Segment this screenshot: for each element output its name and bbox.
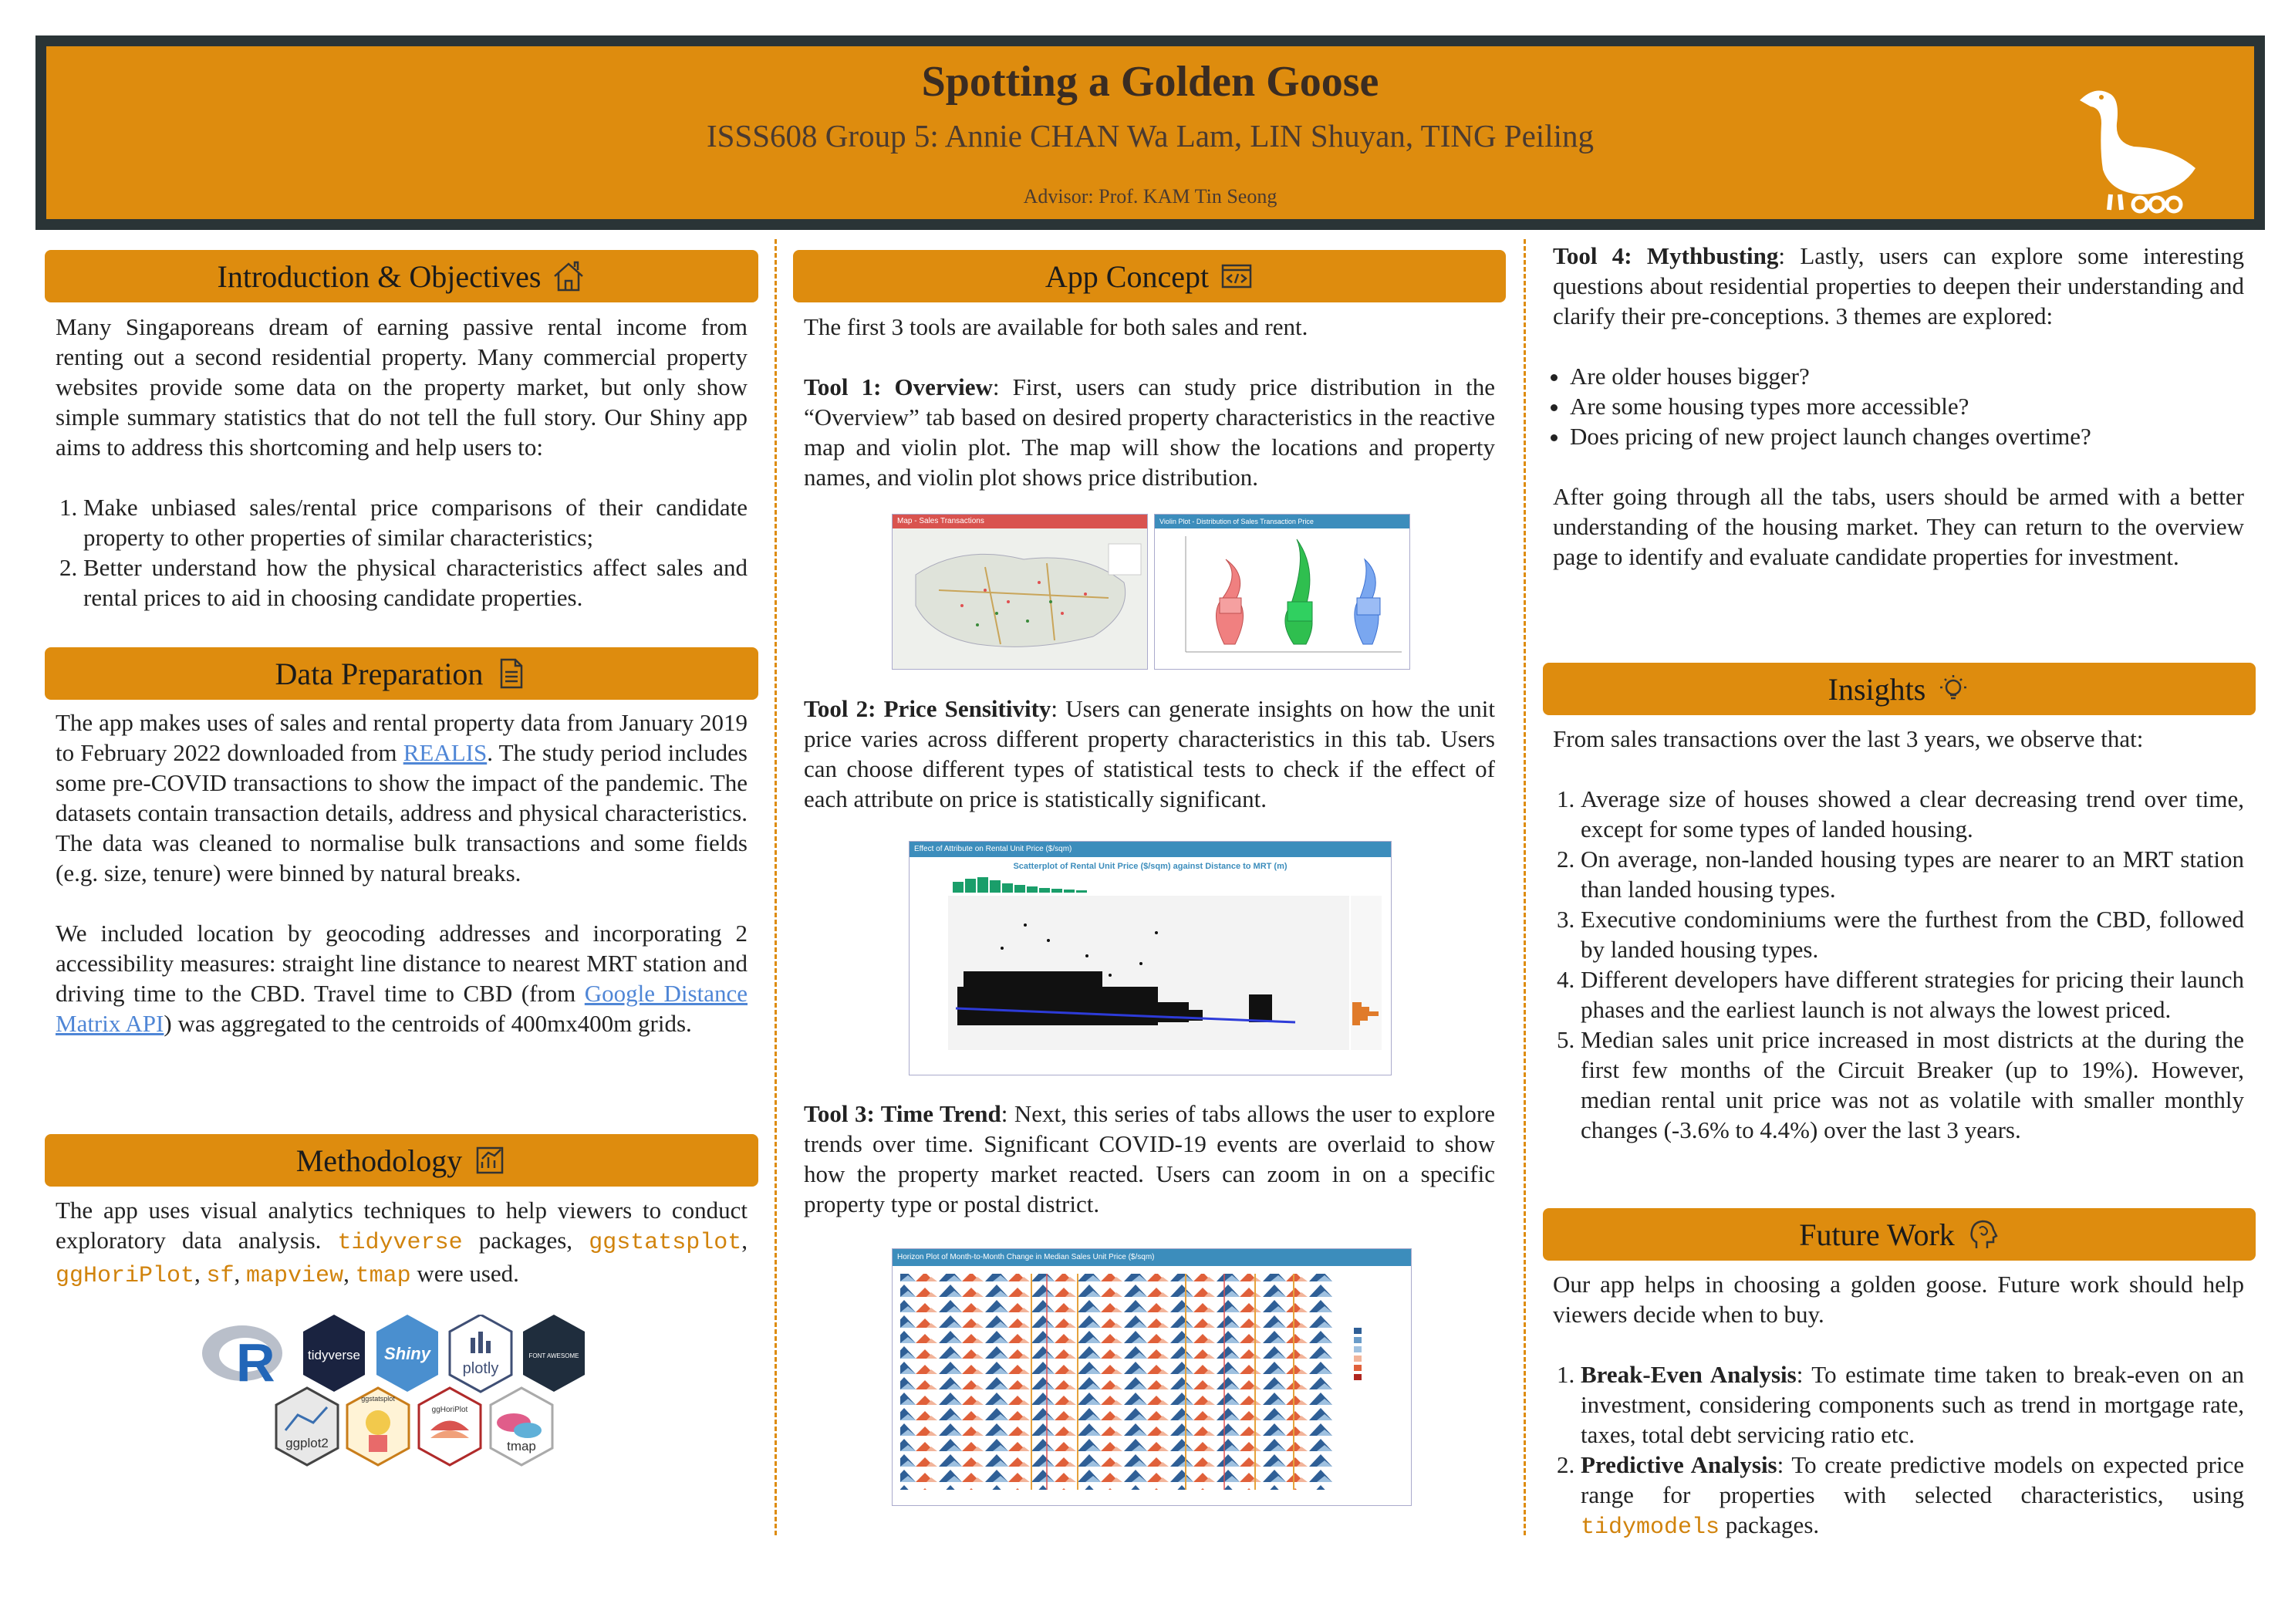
tool1-title: Tool 1: Overview: [804, 373, 993, 400]
list-item: 1. Average size of houses showed a clear decreasing trend over time, except for some types of landed housing.: [1581, 784, 2244, 844]
logo-label: ggstatsplot: [361, 1395, 395, 1403]
app-concept-header: [793, 250, 1506, 302]
text-span: ,: [741, 1227, 748, 1254]
list-item: 4. Different developers have different strategies for pricing their launch phases and the earliest launch is not always the lowest priced.: [1581, 964, 2244, 1025]
house-icon: [552, 259, 586, 293]
methodology-paragraph: [56, 1195, 748, 1291]
poster-authors: ISSS608 Group 5: Annie CHAN Wa Lam, LIN Shuyan, TING Peiling: [707, 118, 1594, 154]
insights-text: [1553, 724, 2244, 1145]
tool4-paragraph: [1553, 241, 2244, 331]
list-item: 3. Executive condominiums were the furthest from the CBD, followed by landed housing types.: [1581, 904, 2244, 964]
scatter-figure: [909, 841, 1392, 1075]
logo-label: ggplot2: [285, 1436, 329, 1450]
app-concept-text-2: [804, 694, 1495, 814]
text-span: : First, users can study price distribution in the “Overview” tab based on desired property characteristics in the reactive map and violin plot. The map will show the locations and property names, and violin plot shows price distribution.: [804, 373, 1495, 491]
insights-heading: Insights: [1828, 671, 1926, 707]
intro-heading: Introduction & Objectives: [217, 258, 542, 294]
insights-intro: From sales transactions over the last 3 years, we observe that:: [1553, 725, 2144, 752]
r-logo: [202, 1325, 282, 1393]
tool4-closing: After going through all the tabs, users should be armed with a better understanding of the housing market. They can return to the overview page to identify and evaluate candidate properties for investment.: [1553, 483, 2244, 570]
logo-label: ggHoriPlot: [431, 1406, 468, 1414]
text-span: The app makes uses of sales and rental property data from January 2019 to February 2022 downloaded from: [56, 709, 748, 766]
banner-inner: [46, 46, 2254, 219]
tool4-text: [1553, 241, 2244, 572]
text-span: : Lastly, users can explore some interesting questions about residential properties to deepen their understanding and clarify their pre-conceptions. 3 themes are explored:: [1553, 242, 2244, 329]
package-name: tidyverse: [337, 1230, 463, 1256]
future-work-heading: Future Work: [1799, 1217, 1955, 1252]
ggstatsplot-logo: [347, 1388, 409, 1465]
map-image: [893, 528, 1147, 669]
app-concept-heading: App Concept: [1045, 258, 1210, 294]
future-work-text: [1553, 1269, 2244, 1543]
future-intro: Our app helps in choosing a golden goose. Future work should help viewers decide when to buy.: [1553, 1271, 2244, 1328]
tool3-paragraph: [804, 1099, 1495, 1219]
brain-head-icon: [1966, 1217, 2000, 1251]
data-prep-paragraph-2: [56, 918, 748, 1038]
package-logos: [199, 1315, 608, 1469]
logo-label: plotly: [462, 1360, 499, 1377]
text-span: ,: [343, 1260, 356, 1287]
list-item: • Are older houses bigger?: [1570, 361, 2244, 391]
text-span: ,: [234, 1260, 247, 1287]
list-item: [1581, 1359, 2244, 1450]
text-span: : Users can generate insights on how the unit price varies across different property characteristics in this tab. Users can choose different types of statistical tests to check if the effect of each attribute on price is statistically significant.: [804, 695, 1495, 812]
lightbulb-icon: [1936, 672, 1970, 706]
intro-paragraph: Many Singaporeans dream of earning passive rental income from renting out a second residential property. Many commercial property websites provide some data on the property market, but only show simple summary statistics that do not tell the full story. Our Shiny app aims to address this shortcoming and help users to:: [56, 313, 748, 461]
horizon-plot: [893, 1266, 1411, 1505]
logo-label: R: [236, 1332, 275, 1393]
text-span: ,: [194, 1260, 207, 1287]
ggplot2-logo: [276, 1388, 338, 1465]
app-concept-text-3: [804, 1099, 1495, 1219]
tool2-title: Tool 2: Price Sensitivity: [804, 695, 1051, 722]
item-title: Break-Even Analysis: [1581, 1361, 1797, 1388]
intro-header: [45, 250, 758, 302]
list-item: 1. Make unbiased sales/rental price comparisons of their candidate property to other properties of similar characteristics;: [83, 492, 748, 552]
package-name: sf: [206, 1263, 235, 1289]
future-work-list: [1553, 1359, 2244, 1543]
tool3-title: Tool 3: Time Trend: [804, 1100, 1001, 1127]
data-prep-paragraph-1: [56, 707, 748, 888]
scatter-figure-title: Effect of Attribute on Rental Unit Price ($/sqm): [910, 842, 1391, 857]
data-prep-text: [56, 707, 748, 1038]
text-span: packages.: [1720, 1511, 1820, 1538]
column-divider-1: [775, 239, 777, 1535]
list-item: 5. Median sales unit price increased in most districts at the during the first few months of the Circuit Breaker (up to 19%). However, median rental unit price was not as volatile with smaller monthly changes (-3.6% to 4.4%) over the last 3 years.: [1581, 1025, 2244, 1145]
tidyverse-logo: [303, 1315, 365, 1392]
realis-link[interactable]: REALIS: [403, 739, 488, 766]
list-item: 2. Better understand how the physical characteristics affect sales and rental prices to aid in choosing candidate properties.: [83, 552, 748, 613]
column-divider-2: [1524, 239, 1526, 1535]
scatter-subtitle: Scatterplot of Rental Unit Price ($/sqm) against Distance to MRT (m): [1013, 862, 1288, 871]
goose-logo-icon: [2064, 77, 2211, 216]
google-api-link[interactable]: Google Distance Matrix API: [56, 980, 748, 1037]
app-concept-text-1: [804, 312, 1495, 492]
map-figure: [892, 514, 1148, 670]
scatter-plot: [910, 871, 1391, 1069]
insights-header: [1543, 663, 2256, 715]
text-span: The app uses visual analytics techniques to help viewers to conduct exploratory data analysis.: [56, 1197, 748, 1254]
document-icon: [494, 657, 528, 690]
package-name: tidymodels: [1581, 1514, 1720, 1541]
intro-text: [56, 312, 748, 613]
data-prep-heading: Data Preparation: [275, 656, 484, 691]
package-name: ggstatsplot: [589, 1230, 742, 1256]
poster-advisor: Advisor: Prof. KAM Tin Seong: [1023, 185, 1277, 208]
map-figure-title: Map - Sales Transactions: [893, 515, 1147, 528]
intro-objectives-list: [56, 492, 748, 613]
violin-plot: [1155, 528, 1409, 669]
horizon-figure-title: Horizon Plot of Month-to-Month Change in Median Sales Unit Price ($/sqm): [893, 1249, 1411, 1266]
plotly-logo: [450, 1315, 511, 1392]
violin-figure-title: Violin Plot - Distribution of Sales Transaction Price: [1155, 515, 1409, 528]
text-span: : To estimate time taken to break-even on an investment, considering components such as trend in mortgage rate, taxes, total debt servicing ratio etc.: [1581, 1361, 2244, 1448]
tool4-title: Tool 4: Mythbusting: [1553, 242, 1779, 269]
list-item: 2. On average, non-landed housing types are nearer to an MRT station than landed housing types.: [1581, 844, 2244, 904]
logo-label: FONT AWESOME: [528, 1352, 579, 1359]
methodology-heading: Methodology: [295, 1143, 463, 1178]
text-span: We included location by geocoding addresses and incorporating 2 accessibility measures: straight line distance to nearest MRT station and driving time to the CBD. Travel time to CBD (from: [56, 920, 748, 1007]
tool2-paragraph: [804, 694, 1495, 814]
insights-list: [1553, 784, 2244, 1145]
fontawesome-logo: [523, 1315, 585, 1392]
shiny-logo: [376, 1315, 438, 1392]
gghoriplot-logo: [419, 1388, 481, 1465]
app-concept-intro: The first 3 tools are available for both sales and rent.: [804, 313, 1308, 340]
methodology-header: [45, 1134, 758, 1187]
item-title: Predictive Analysis: [1581, 1451, 1777, 1478]
tmap-logo: [491, 1388, 552, 1465]
list-item: [1581, 1450, 2244, 1543]
methodology-text: [56, 1195, 748, 1291]
violin-figure: [1154, 514, 1410, 670]
code-icon: [1220, 259, 1254, 293]
text-span: : Next, this series of tabs allows the user to explore trends over time. Significant COVID-19 events are overlaid to show how the property market reacted. Users can zoom in on a specific property type or postal district.: [804, 1100, 1495, 1217]
text-span: . The study period includes some pre-COVID transactions to show the impact of the pandemic. The datasets contain transaction details, address and physical characteristics. The data was cleaned to normalise bulk transactions and some fields (e.g. size, tenure) were binned by natural breaks.: [56, 739, 748, 886]
package-name: mapview: [246, 1263, 344, 1289]
text-span: were used.: [410, 1260, 519, 1287]
title-banner: [35, 35, 2265, 230]
text-span: packages,: [462, 1227, 589, 1254]
tool1-paragraph: [804, 372, 1495, 492]
text-span: ) was aggregated to the centroids of 400mx400m grids.: [164, 1010, 692, 1037]
data-prep-header: [45, 647, 758, 700]
logo-label: tidyverse: [307, 1348, 361, 1362]
horizon-figure: [892, 1248, 1412, 1506]
mythbusting-list: [1553, 361, 2244, 451]
package-name: tmap: [355, 1263, 411, 1289]
package-name: ggHoriPlot: [56, 1263, 195, 1289]
list-item: • Does pricing of new project launch changes overtime?: [1570, 421, 2244, 451]
future-work-header: [1543, 1208, 2256, 1261]
poster-title: Spotting a Golden Goose: [921, 58, 1379, 106]
text-span: : To create predictive models on expected price range for properties with selected characteristics, using: [1581, 1451, 2244, 1508]
logo-label: tmap: [507, 1439, 536, 1453]
logo-label: Shiny: [384, 1344, 430, 1363]
list-item: • Are some housing types more accessible?: [1570, 391, 2244, 421]
chart-icon: [473, 1143, 507, 1177]
